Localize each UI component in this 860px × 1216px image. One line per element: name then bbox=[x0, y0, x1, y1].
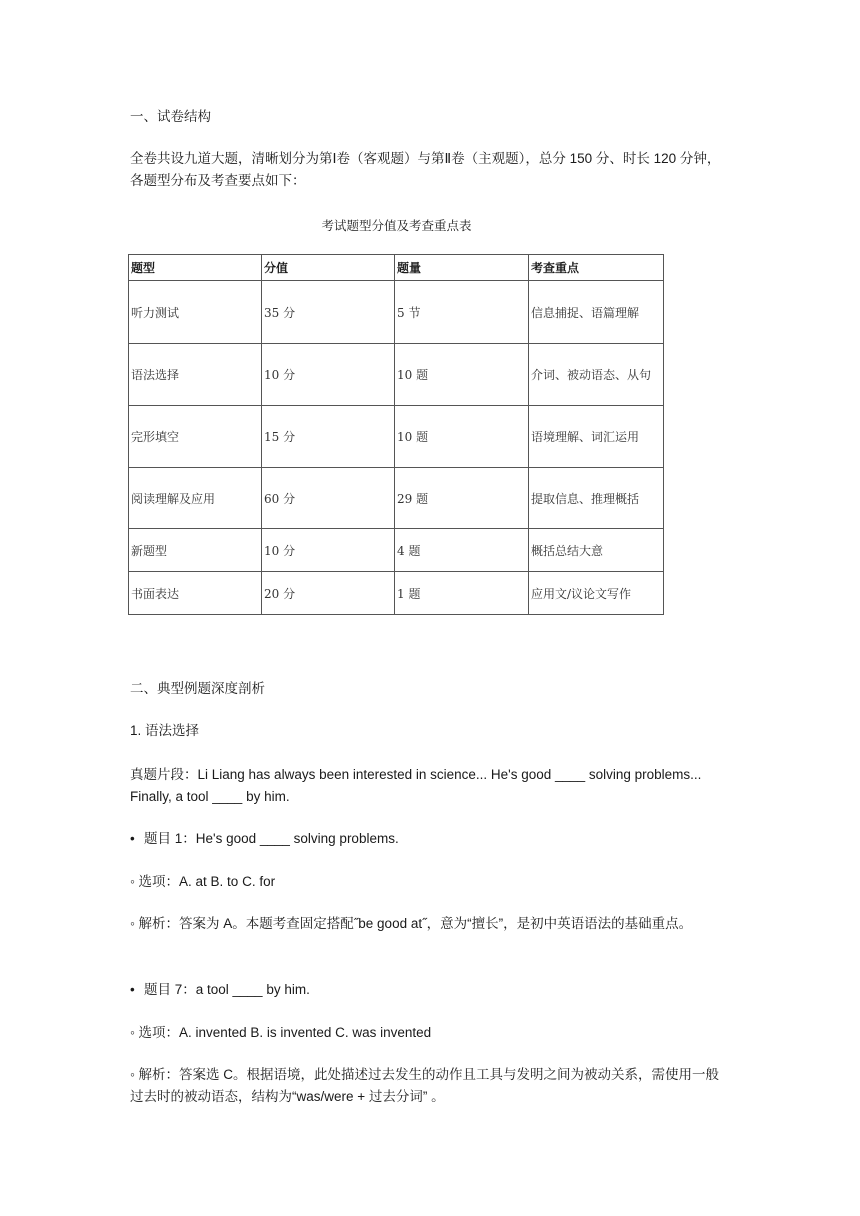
table-header-row bbox=[129, 255, 664, 281]
cell-type: 新题型 bbox=[129, 529, 262, 572]
question-1-analysis: ◦ 解析：答案为 A。本题考查固定搭配˝be good at˝，意为“擅长”，是初中英语语法的基础重点。 bbox=[130, 916, 693, 931]
question-7-title bbox=[130, 979, 730, 1001]
cell-count: 4 题 bbox=[395, 529, 529, 572]
cell-type: 阅读理解及应用 bbox=[129, 468, 262, 529]
header-type: 题型 bbox=[129, 255, 262, 281]
question-7-options: ◦ 选项：A. invented B. is invented C. was invented bbox=[130, 1025, 432, 1040]
cell-count: 1 题 bbox=[395, 572, 529, 615]
cell-score: 60 分 bbox=[262, 468, 395, 529]
question-1-text: 题目 1：He's good ____ solving problems. bbox=[144, 831, 399, 846]
question-1-options: ◦ 选项：A. at B. to C. for bbox=[130, 874, 276, 889]
cell-count: 10 题 bbox=[395, 344, 529, 406]
header-score: 分值 bbox=[262, 255, 395, 281]
header-focus: 考查重点 bbox=[529, 255, 664, 281]
passage-excerpt: 真题片段：Li Liang has always been interested in science... He's good ____ solving problems... Finally, a tool ____ by him. bbox=[130, 767, 702, 804]
cell-score: 15 分 bbox=[262, 406, 395, 468]
cell-type: 语法选择 bbox=[129, 344, 262, 406]
section-heading-structure: 一、试卷结构 bbox=[130, 109, 211, 124]
question-7-text: 题目 7：a tool ____ by him. bbox=[144, 982, 310, 997]
cell-focus: 介词、被动语态、从句 bbox=[529, 344, 664, 406]
exam-structure-table bbox=[128, 254, 664, 615]
question-1-title bbox=[130, 828, 730, 850]
cell-focus: 语境理解、词汇运用 bbox=[529, 406, 664, 468]
table-row bbox=[129, 529, 664, 572]
bullet-icon: • bbox=[130, 831, 135, 846]
cell-type: 听力测试 bbox=[129, 281, 262, 344]
cell-score: 10 分 bbox=[262, 529, 395, 572]
header-count: 题量 bbox=[395, 255, 529, 281]
subsection-heading-grammar: 1. 语法选择 bbox=[130, 723, 200, 738]
cell-score: 35 分 bbox=[262, 281, 395, 344]
cell-score: 10 分 bbox=[262, 344, 395, 406]
intro-paragraph: 全卷共设九道大题，清晰划分为第Ⅰ卷（客观题）与第Ⅱ卷（主观题），总分 150 分、时长 120 分钟，各题型分布及考查要点如下： bbox=[130, 151, 721, 188]
table-row bbox=[129, 572, 664, 615]
cell-focus: 概括总结大意 bbox=[529, 529, 664, 572]
table-caption: 考试题型分值及考查重点表 bbox=[321, 218, 472, 233]
cell-focus: 提取信息、推理概括 bbox=[529, 468, 664, 529]
cell-count: 10 题 bbox=[395, 406, 529, 468]
table-row bbox=[129, 406, 664, 468]
cell-focus: 应用文/议论文写作 bbox=[529, 572, 664, 615]
section-heading-analysis: 二、典型例题深度剖析 bbox=[130, 681, 265, 696]
cell-score: 20 分 bbox=[262, 572, 395, 615]
cell-type: 书面表达 bbox=[129, 572, 262, 615]
table-row bbox=[129, 468, 664, 529]
table-row bbox=[129, 281, 664, 344]
bullet-icon: • bbox=[130, 982, 135, 997]
cell-count: 5 节 bbox=[395, 281, 529, 344]
cell-focus: 信息捕捉、语篇理解 bbox=[529, 281, 664, 344]
table-row bbox=[129, 344, 664, 406]
cell-count: 29 题 bbox=[395, 468, 529, 529]
question-7-analysis: ◦ 解析：答案选 C。根据语境，此处描述过去发生的动作且工具与发明之间为被动关系，需使用一般过去时的被动语态，结构为“was/were + 过去分词” 。 bbox=[130, 1067, 720, 1104]
cell-type: 完形填空 bbox=[129, 406, 262, 468]
